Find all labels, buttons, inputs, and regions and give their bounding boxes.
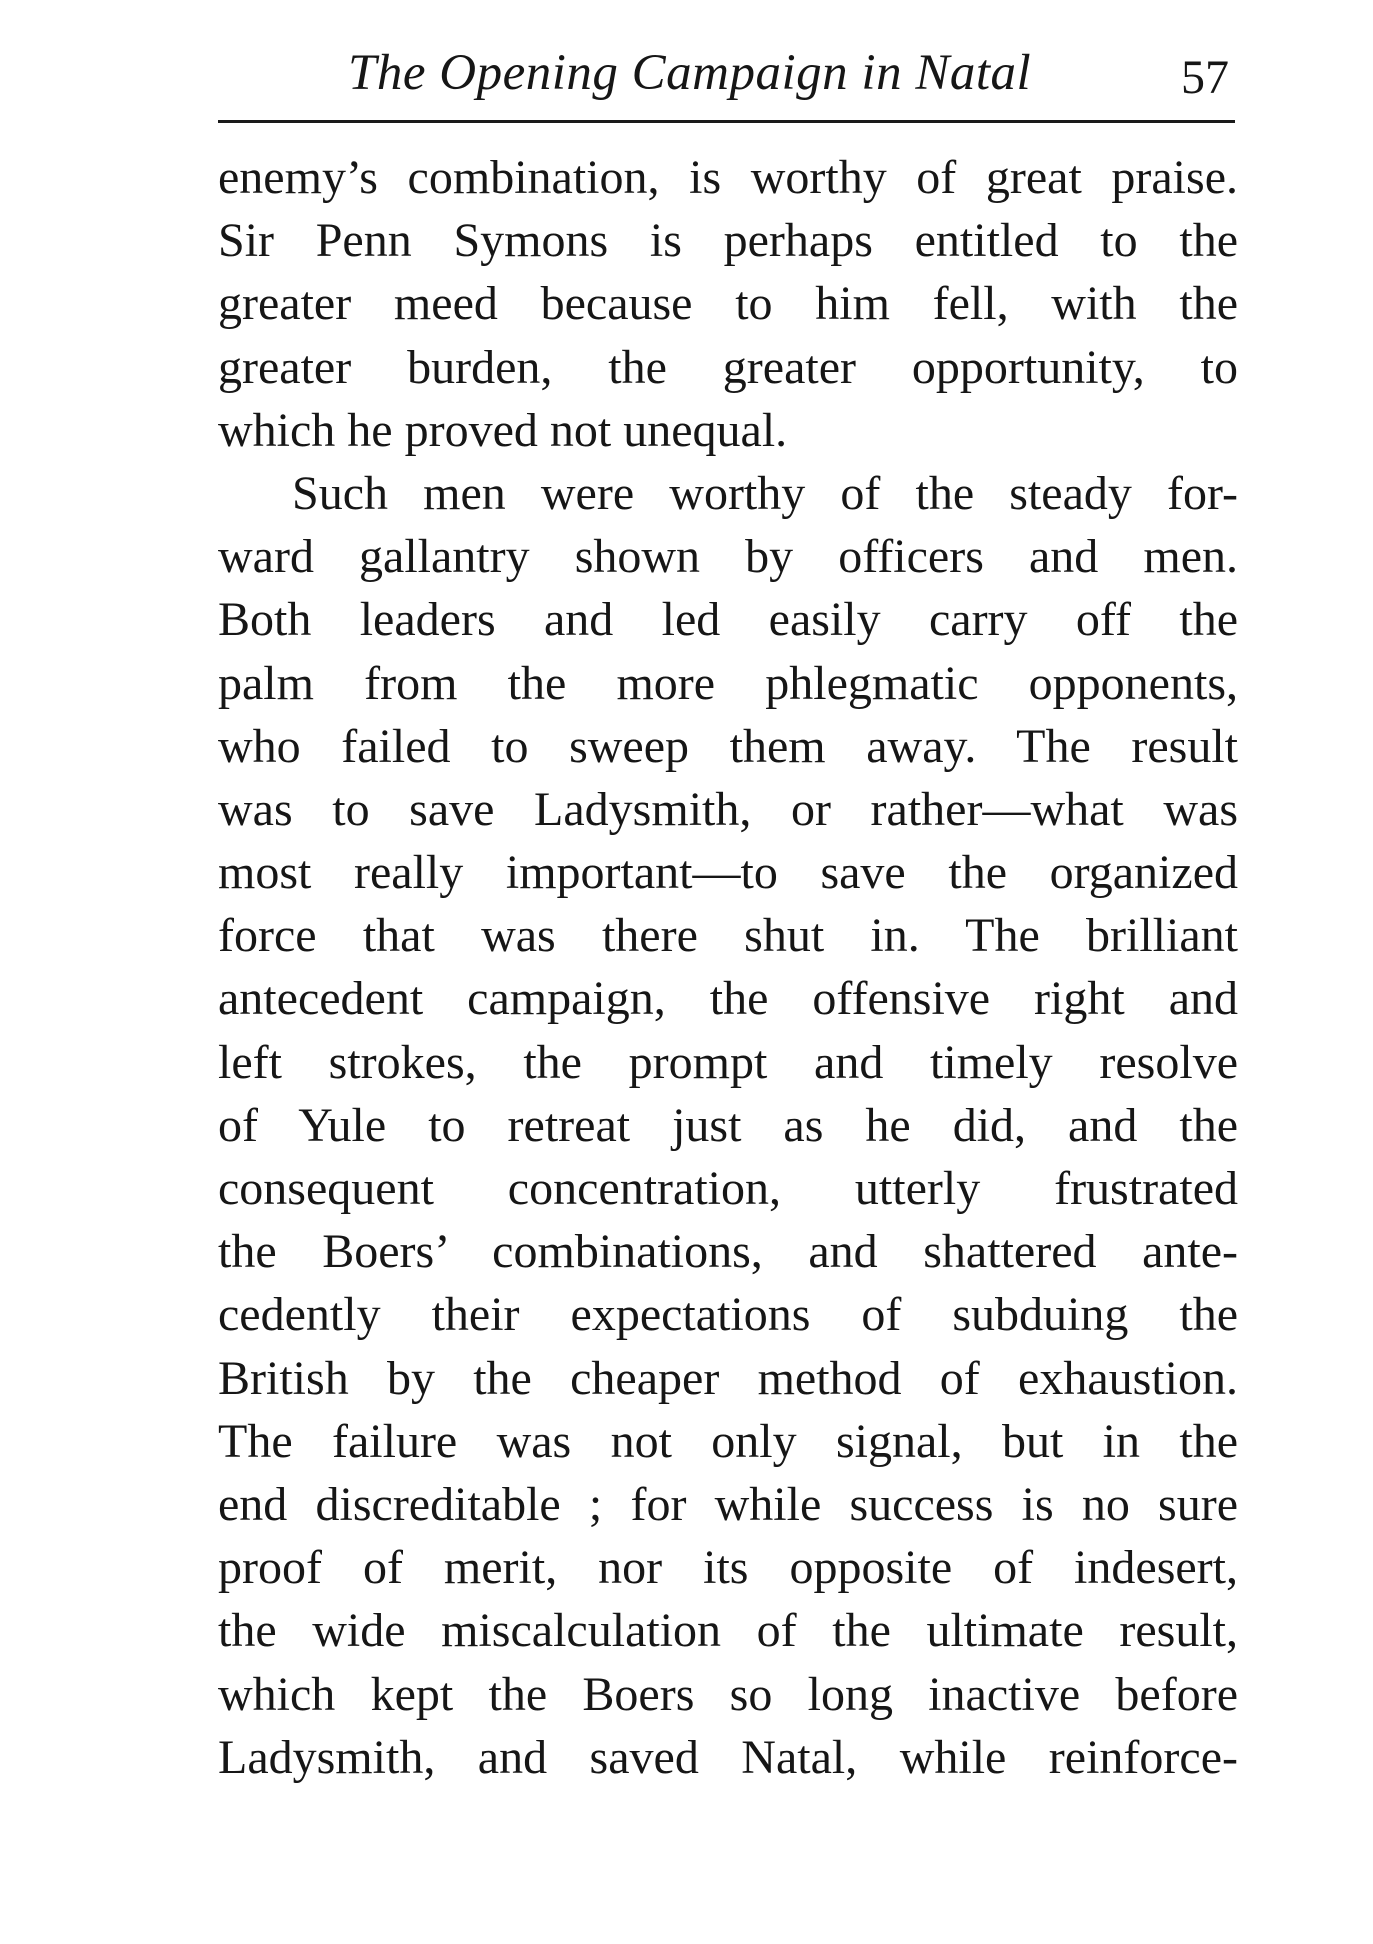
- text-line: Both leaders and led easily carry off the: [218, 593, 1238, 647]
- text-line: most really important—to save the organized: [218, 846, 1238, 900]
- text-line: cedently their expectations of subduing the: [218, 1288, 1238, 1342]
- text-line: which kept the Boers so long inactive before: [218, 1667, 1238, 1721]
- text-line: British by the cheaper method of exhaustion.: [218, 1351, 1238, 1405]
- text-line: antecedent campaign, the offensive right and: [218, 972, 1238, 1026]
- text-line: force that was there shut in. The brilliant: [218, 909, 1238, 963]
- text-line: end discreditable ; for while success is no sure: [218, 1477, 1238, 1531]
- body-text: [218, 146, 1238, 1789]
- text-line: proof of merit, nor its opposite of indesert,: [218, 1541, 1238, 1595]
- text-line: who failed to sweep them away. The result: [218, 719, 1238, 773]
- text-line: of Yule to retreat just as he did, and the: [218, 1098, 1238, 1152]
- paragraph-first-line: Such men were worthy of the steady for-: [292, 466, 1238, 520]
- text-line: Ladysmith, and saved Natal, while reinforce-: [218, 1730, 1238, 1784]
- text-line: consequent concentration, utterly frustrated: [218, 1162, 1238, 1215]
- text-line: which he proved not unequal.: [218, 403, 788, 457]
- text-line: ward gallantry shown by officers and men.: [218, 530, 1238, 584]
- text-line: The failure was not only signal, but in the: [218, 1414, 1238, 1468]
- header-rule: [218, 120, 1235, 123]
- text-line: greater burden, the greater opportunity, to: [218, 340, 1238, 394]
- text-line: the wide miscalculation of the ultimate result,: [218, 1604, 1238, 1658]
- text-line: was to save Ladysmith, or rather—what was: [218, 782, 1238, 836]
- page-header: [218, 44, 1235, 114]
- text-line: enemy’s combination, is worthy of great praise.: [218, 151, 1238, 204]
- text-line: palm from the more phlegmatic opponents,: [218, 656, 1238, 710]
- page-number: 57: [1181, 51, 1229, 104]
- text-line: left strokes, the prompt and timely resolve: [218, 1035, 1238, 1089]
- text-line: Sir Penn Symons is perhaps entitled to the: [218, 214, 1238, 268]
- text-line: greater meed because to him fell, with the: [218, 277, 1238, 331]
- running-title: The Opening Campaign in Natal: [348, 45, 1032, 101]
- text-line: the Boers’ combinations, and shattered ante-: [218, 1225, 1238, 1279]
